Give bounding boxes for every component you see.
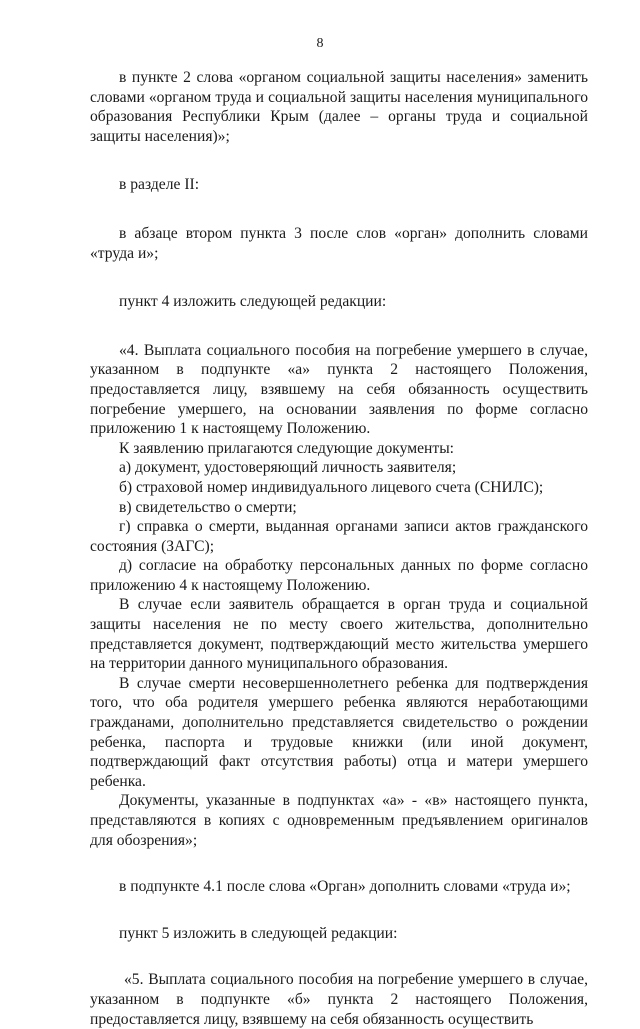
paragraph-documents-intro: К заявлению прилагаются следующие документы: — [119, 439, 455, 457]
list-item-document-d: г) справка о смерти, выданная органами записи актов гражданского состояния (ЗАГС); — [90, 518, 588, 555]
list-item-document-c: в) свидетельство о смерти; — [119, 498, 297, 516]
paragraph-point-4-intro: пункт 4 изложить следующей редакции: — [119, 293, 387, 311]
document-body — [90, 68, 588, 1029]
paragraph-section-2-heading: в разделе II: — [119, 176, 200, 194]
paragraph-other-residence: В случае если заявитель обращается в орган труда и социальной защиты населения не по месту своего жительства, дополнительно представляется документ, подтверждающий место жительства умершего на территории данного муниципального образования. — [90, 596, 588, 673]
paragraph-amend-point-3: в абзаце втором пункта 3 после слов «орган» дополнить словами «труда и»; — [90, 224, 588, 262]
paragraph-point-4-text: «4. Выплата социального пособия на погребение умершего в случае, указанном в подпункте «а» пункта 2 настоящего Положения, предоставляется лицу, взявшему на себя обязанность осуществить погребение умершего, на основании заявления по форме согласно приложению 1 к настоящему Положению. — [90, 341, 588, 438]
list-item-document-b: б) страховой номер индивидуального лицевого счета (СНИЛС); — [119, 478, 544, 496]
page-number: 8 — [316, 36, 324, 51]
paragraph-minor-child: В случае смерти несовершеннолетнего ребенка для подтверждения того, что оба родителя умершего ребенка являются неработающими гражданами, дополнительно представляется свидетельство о рождении ребенка, паспорта и трудовые книжки (или иной документ, подтверждающий факт отсутствия работы) отца и матери умершего ребенка. — [90, 674, 588, 790]
paragraph-copies: Документы, указанные в подпунктах «а» - «в» настоящего пункта, представляются в копиях с одновременным предъявлением оригиналов для обозрения»; — [90, 792, 588, 849]
list-item-document-e: д) согласие на обработку персональных данных по форме согласно приложению 4 к настоящему Положению. — [90, 557, 588, 594]
paragraph-amend-point-2: в пункте 2 слова «органом социальной защиты населения» заменить словами «органом труда и социальной защиты населения муниципального образования Республики Крым (далее – органы труда и социальной защиты населения)»; — [90, 69, 588, 145]
paragraph-amend-subpoint-4-1: в подпункте 4.1 после слова «Орган» дополнить словами «труда и»; — [119, 878, 571, 896]
paragraph-point-5-intro: пункт 5 изложить в следующей редакции: — [119, 924, 398, 942]
paragraph-point-5-text: «5. Выплата социального пособия на погребение умершего в случае, указанном в подпункте «б» пункта 2 настоящего Положения, предоставляется лицу, взявшему на себя обязанность осуществить — [90, 971, 588, 1028]
list-item-document-a: а) документ, удостоверяющий личность заявителя; — [119, 459, 457, 477]
